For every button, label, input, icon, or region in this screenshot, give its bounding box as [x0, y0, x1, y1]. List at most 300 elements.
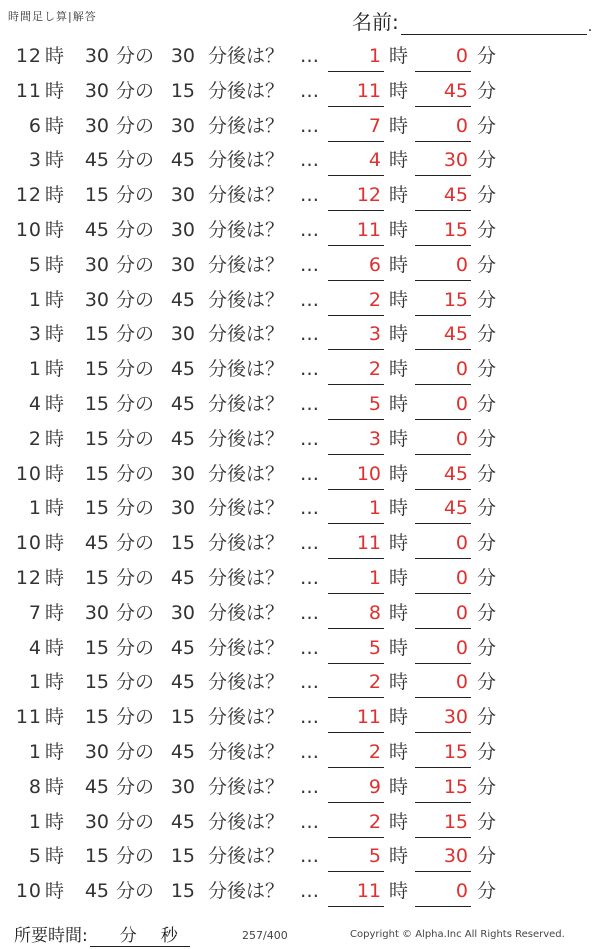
problem-list [0, 38, 600, 908]
problem-start-hour: 7 [28, 601, 42, 624]
answer-hour[interactable]: 8 [368, 601, 381, 624]
problem-added-minutes: 30 [170, 114, 195, 137]
problem-added-minutes: 30 [170, 497, 195, 520]
answer-hour[interactable]: 11 [356, 706, 381, 729]
answer-hour-label: 時 [389, 880, 409, 903]
ellipsis: … [300, 45, 320, 67]
problem-added-minutes: 30 [170, 218, 195, 241]
minute-of-label: 分の [116, 671, 155, 694]
problem-row [0, 142, 600, 177]
answer-hour[interactable]: 2 [368, 810, 381, 833]
problem-start-hour: 3 [28, 149, 42, 172]
answer-hour-label: 時 [389, 601, 409, 624]
answer-hour-label: 時 [389, 462, 409, 485]
ellipsis: … [300, 253, 320, 276]
hour-label: 時 [45, 45, 65, 67]
minutes-after-label: 分後は？ [208, 184, 285, 207]
problem-added-minutes: 45 [170, 149, 195, 172]
problem-start-hour: 12 [15, 45, 42, 67]
minutes-after-label: 分後は？ [208, 114, 285, 137]
ellipsis: … [300, 880, 320, 903]
answer-hour[interactable]: 5 [368, 636, 381, 659]
minute-of-label: 分の [116, 601, 155, 624]
problem-start-minute: 15 [84, 427, 109, 450]
minutes-after-label: 分後は？ [208, 462, 285, 485]
ellipsis: … [300, 218, 320, 241]
answer-hour-label: 時 [389, 114, 409, 137]
problem-added-minutes: 30 [170, 45, 195, 67]
problem-start-minute: 15 [84, 392, 109, 415]
answer-hour[interactable]: 11 [356, 79, 381, 102]
ellipsis: … [300, 706, 320, 729]
problem-row [0, 769, 600, 804]
problem-start-minute: 15 [84, 323, 109, 346]
minute-of-label: 分の [116, 323, 155, 346]
problem-row [0, 247, 600, 282]
answer-minute[interactable]: 0 [455, 566, 468, 589]
answer-minute[interactable]: 0 [455, 45, 468, 67]
ellipsis: … [300, 636, 320, 659]
answer-minute[interactable]: 0 [455, 358, 468, 381]
hour-label: 時 [45, 497, 65, 520]
problem-row [0, 560, 600, 595]
answer-hour[interactable]: 2 [368, 740, 381, 763]
answer-hour-label: 時 [389, 497, 409, 520]
name-dot: . [587, 19, 593, 35]
ellipsis: … [300, 601, 320, 624]
minute-of-label: 分の [116, 392, 155, 415]
answer-hour[interactable]: 9 [368, 775, 381, 798]
hour-label: 時 [45, 323, 65, 346]
answer-hour-label: 時 [389, 566, 409, 589]
answer-hour-underline [328, 906, 384, 907]
answer-hour[interactable]: 11 [356, 880, 381, 903]
problem-start-hour: 1 [28, 288, 42, 311]
problem-row [0, 351, 600, 386]
minute-of-label: 分の [116, 218, 155, 241]
hour-label: 時 [45, 810, 65, 833]
ellipsis: … [300, 671, 320, 694]
ellipsis: … [300, 845, 320, 868]
problem-row [0, 212, 600, 247]
problem-added-minutes: 30 [170, 184, 195, 207]
hour-label: 時 [45, 636, 65, 659]
problem-added-minutes: 30 [170, 601, 195, 624]
answer-hour[interactable]: 6 [368, 253, 381, 276]
answer-hour-label: 時 [389, 358, 409, 381]
minute-of-label: 分の [116, 532, 155, 555]
answer-hour-label: 時 [389, 636, 409, 659]
minutes-after-label: 分後は？ [208, 79, 285, 102]
answer-minute[interactable]: 45 [443, 79, 468, 102]
problem-row [0, 804, 600, 839]
minutes-after-label: 分後は？ [208, 740, 285, 763]
answer-minute[interactable]: 15 [443, 740, 468, 763]
answer-minute-label: 分 [477, 114, 497, 137]
minutes-after-label: 分後は？ [208, 532, 285, 555]
problem-row [0, 838, 600, 873]
hour-label: 時 [45, 462, 65, 485]
problem-start-hour: 4 [28, 392, 42, 415]
answer-hour-label: 時 [389, 706, 409, 729]
problem-start-hour: 5 [28, 253, 42, 276]
hour-label: 時 [45, 740, 65, 763]
answer-hour-label: 時 [389, 288, 409, 311]
answer-hour[interactable]: 3 [368, 323, 381, 346]
answer-hour-label: 時 [389, 427, 409, 450]
answer-minute[interactable]: 0 [455, 114, 468, 137]
hour-label: 時 [45, 79, 65, 102]
problem-start-hour: 1 [28, 740, 42, 763]
problem-row [0, 595, 600, 630]
minutes-after-label: 分後は？ [208, 288, 285, 311]
problem-added-minutes: 15 [170, 532, 195, 555]
problem-start-minute: 15 [84, 566, 109, 589]
minutes-after-label: 分後は？ [208, 775, 285, 798]
hour-label: 時 [45, 149, 65, 172]
answer-hour[interactable]: 2 [368, 358, 381, 381]
problem-start-hour: 11 [15, 706, 42, 729]
problem-start-minute: 30 [84, 810, 109, 833]
answer-minute-label: 分 [477, 184, 497, 207]
problem-start-hour: 10 [15, 462, 42, 485]
answer-hour-label: 時 [389, 253, 409, 276]
answer-minute[interactable]: 0 [455, 880, 468, 903]
name-line[interactable] [401, 14, 587, 35]
minute-of-label: 分の [116, 184, 155, 207]
minutes-after-label: 分後は？ [208, 358, 285, 381]
problem-row [0, 38, 600, 73]
minute-of-label: 分の [116, 497, 155, 520]
problem-start-hour: 4 [28, 636, 42, 659]
minutes-after-label: 分後は？ [208, 497, 285, 520]
minutes-after-label: 分後は？ [208, 601, 285, 624]
problem-start-minute: 30 [84, 288, 109, 311]
answer-hour[interactable]: 4 [368, 149, 381, 172]
minute-of-label: 分の [116, 114, 155, 137]
answer-minute[interactable]: 0 [455, 253, 468, 276]
minute-of-label: 分の [116, 636, 155, 659]
answer-minute[interactable]: 45 [443, 462, 468, 485]
time-sec-label: 秒 [160, 926, 178, 946]
problem-start-minute: 30 [84, 740, 109, 763]
minute-of-label: 分の [116, 740, 155, 763]
time-required [14, 921, 190, 947]
answer-minute-underline [415, 906, 471, 907]
minute-of-label: 分の [116, 288, 155, 311]
hour-label: 時 [45, 184, 65, 207]
problem-row [0, 316, 600, 351]
problem-row [0, 386, 600, 421]
problem-row [0, 177, 600, 212]
minutes-after-label: 分後は？ [208, 880, 285, 903]
minutes-after-label: 分後は？ [208, 253, 285, 276]
problem-row [0, 734, 600, 769]
answer-hour[interactable]: 1 [368, 566, 381, 589]
hour-label: 時 [45, 671, 65, 694]
problem-row [0, 630, 600, 665]
answer-minute[interactable]: 0 [455, 392, 468, 415]
answer-hour-label: 時 [389, 532, 409, 555]
hour-label: 時 [45, 358, 65, 381]
answer-hour-label: 時 [389, 184, 409, 207]
problem-start-hour: 10 [15, 218, 42, 241]
problem-start-minute: 30 [84, 253, 109, 276]
minutes-after-label: 分後は？ [208, 323, 285, 346]
answer-minute[interactable]: 15 [443, 775, 468, 798]
answer-minute-label: 分 [477, 775, 497, 798]
problem-added-minutes: 30 [170, 323, 195, 346]
hour-label: 時 [45, 218, 65, 241]
ellipsis: … [300, 532, 320, 555]
answer-minute-label: 分 [477, 149, 497, 172]
answer-minute[interactable]: 0 [455, 671, 468, 694]
hour-label: 時 [45, 880, 65, 903]
problem-row [0, 73, 600, 108]
minute-of-label: 分の [116, 45, 155, 67]
answer-minute-label: 分 [477, 358, 497, 381]
name-field[interactable] [352, 6, 592, 35]
problem-added-minutes: 15 [170, 880, 195, 903]
problem-start-hour: 1 [28, 671, 42, 694]
answer-minute[interactable]: 30 [443, 845, 468, 868]
answer-minute-label: 分 [477, 810, 497, 833]
problem-added-minutes: 30 [170, 253, 195, 276]
ellipsis: … [300, 184, 320, 207]
ellipsis: … [300, 740, 320, 763]
problem-added-minutes: 45 [170, 358, 195, 381]
answer-minute-label: 分 [477, 497, 497, 520]
ellipsis: … [300, 114, 320, 137]
minute-of-label: 分の [116, 149, 155, 172]
problem-start-minute: 15 [84, 184, 109, 207]
answer-hour[interactable]: 1 [368, 497, 381, 520]
answer-minute-label: 分 [477, 79, 497, 102]
answer-minute-label: 分 [477, 706, 497, 729]
answer-hour-label: 時 [389, 671, 409, 694]
minutes-after-label: 分後は？ [208, 671, 285, 694]
answer-minute-label: 分 [477, 671, 497, 694]
minute-of-label: 分の [116, 706, 155, 729]
hour-label: 時 [45, 288, 65, 311]
hour-label: 時 [45, 427, 65, 450]
problem-start-minute: 15 [84, 358, 109, 381]
minutes-after-label: 分後は？ [208, 845, 285, 868]
minute-of-label: 分の [116, 775, 155, 798]
problem-start-minute: 45 [84, 218, 109, 241]
problem-added-minutes: 30 [170, 462, 195, 485]
answer-minute-label: 分 [477, 288, 497, 311]
problem-start-hour: 10 [15, 880, 42, 903]
problem-start-hour: 12 [15, 184, 42, 207]
answer-hour[interactable]: 11 [356, 218, 381, 241]
problem-added-minutes: 15 [170, 79, 195, 102]
ellipsis: … [300, 392, 320, 415]
hour-label: 時 [45, 532, 65, 555]
answer-minute[interactable]: 30 [443, 149, 468, 172]
minute-of-label: 分の [116, 79, 155, 102]
problem-added-minutes: 45 [170, 810, 195, 833]
answer-minute[interactable]: 45 [443, 184, 468, 207]
ellipsis: … [300, 775, 320, 798]
problem-added-minutes: 45 [170, 427, 195, 450]
answer-hour-label: 時 [389, 149, 409, 172]
answer-minute-label: 分 [477, 427, 497, 450]
page-number: 257/400 [242, 929, 288, 942]
answer-minute[interactable]: 0 [455, 636, 468, 659]
answer-hour[interactable]: 10 [356, 462, 381, 485]
ellipsis: … [300, 810, 320, 833]
problem-start-hour: 1 [28, 358, 42, 381]
minutes-after-label: 分後は？ [208, 636, 285, 659]
answer-minute[interactable]: 45 [443, 323, 468, 346]
answer-hour[interactable]: 11 [356, 532, 381, 555]
answer-hour-label: 時 [389, 740, 409, 763]
hour-label: 時 [45, 566, 65, 589]
answer-minute-label: 分 [477, 253, 497, 276]
answer-minute-label: 分 [477, 601, 497, 624]
ellipsis: … [300, 358, 320, 381]
hour-label: 時 [45, 253, 65, 276]
problem-start-hour: 1 [28, 497, 42, 520]
hour-label: 時 [45, 392, 65, 415]
minute-of-label: 分の [116, 462, 155, 485]
answer-minute-label: 分 [477, 740, 497, 763]
problem-start-hour: 11 [15, 79, 42, 102]
problem-start-minute: 45 [84, 880, 109, 903]
minute-of-label: 分の [116, 880, 155, 903]
problem-start-hour: 3 [28, 323, 42, 346]
minutes-after-label: 分後は？ [208, 45, 285, 67]
answer-hour[interactable]: 2 [368, 288, 381, 311]
answer-hour[interactable]: 12 [356, 184, 381, 207]
problem-start-hour: 1 [28, 810, 42, 833]
answer-minute-label: 分 [477, 462, 497, 485]
answer-minute[interactable]: 0 [455, 601, 468, 624]
problem-added-minutes: 45 [170, 671, 195, 694]
problem-start-minute: 15 [84, 497, 109, 520]
problem-added-minutes: 15 [170, 845, 195, 868]
answer-hour-label: 時 [389, 45, 409, 67]
hour-label: 時 [45, 706, 65, 729]
answer-minute-label: 分 [477, 532, 497, 555]
ellipsis: … [300, 462, 320, 485]
answer-hour[interactable]: 5 [368, 845, 381, 868]
copyright-notice: Copyright © Alpha.Inc All Rights Reserved. [350, 929, 565, 940]
problem-start-hour: 10 [15, 532, 42, 555]
answer-minute-label: 分 [477, 880, 497, 903]
minute-of-label: 分の [116, 566, 155, 589]
problem-start-minute: 15 [84, 845, 109, 868]
problem-start-minute: 45 [84, 775, 109, 798]
answer-minute-label: 分 [477, 392, 497, 415]
problem-added-minutes: 45 [170, 636, 195, 659]
answer-hour[interactable]: 1 [368, 45, 381, 67]
problem-row [0, 664, 600, 699]
hour-label: 時 [45, 845, 65, 868]
answer-minute[interactable]: 15 [443, 218, 468, 241]
hour-label: 時 [45, 114, 65, 137]
ellipsis: … [300, 79, 320, 102]
answer-minute-label: 分 [477, 323, 497, 346]
answer-hour[interactable]: 5 [368, 392, 381, 415]
time-required-box[interactable] [90, 921, 190, 947]
problem-row [0, 490, 600, 525]
problem-added-minutes: 45 [170, 392, 195, 415]
answer-minute[interactable]: 15 [443, 288, 468, 311]
worksheet-title: 時間足し算|解答 [8, 10, 97, 23]
problem-start-minute: 45 [84, 532, 109, 555]
answer-minute[interactable]: 15 [443, 810, 468, 833]
problem-start-hour: 6 [28, 114, 42, 137]
answer-minute[interactable]: 0 [455, 532, 468, 555]
answer-minute-label: 分 [477, 218, 497, 241]
problem-added-minutes: 15 [170, 706, 195, 729]
problem-start-minute: 15 [84, 462, 109, 485]
problem-start-minute: 15 [84, 706, 109, 729]
answer-hour[interactable]: 7 [368, 114, 381, 137]
problem-start-minute: 30 [84, 45, 109, 67]
problem-added-minutes: 30 [170, 775, 195, 798]
answer-minute-label: 分 [477, 636, 497, 659]
problem-added-minutes: 45 [170, 566, 195, 589]
answer-hour-label: 時 [389, 775, 409, 798]
answer-hour-label: 時 [389, 218, 409, 241]
minute-of-label: 分の [116, 810, 155, 833]
answer-minute-label: 分 [477, 566, 497, 589]
answer-hour-label: 時 [389, 79, 409, 102]
time-required-label: 所要時間: [14, 926, 88, 946]
ellipsis: … [300, 288, 320, 311]
answer-hour-label: 時 [389, 323, 409, 346]
problem-start-minute: 30 [84, 79, 109, 102]
answer-minute[interactable]: 45 [443, 497, 468, 520]
problem-row [0, 282, 600, 317]
problem-row [0, 456, 600, 491]
answer-minute[interactable]: 0 [455, 427, 468, 450]
ellipsis: … [300, 427, 320, 450]
minutes-after-label: 分後は？ [208, 392, 285, 415]
answer-minute-label: 分 [477, 845, 497, 868]
answer-hour-label: 時 [389, 845, 409, 868]
answer-hour[interactable]: 2 [368, 671, 381, 694]
problem-added-minutes: 45 [170, 740, 195, 763]
answer-minute[interactable]: 30 [443, 706, 468, 729]
minutes-after-label: 分後は？ [208, 810, 285, 833]
problem-start-hour: 8 [28, 775, 42, 798]
name-label: 名前: [352, 10, 399, 34]
problem-start-minute: 45 [84, 149, 109, 172]
problem-start-minute: 15 [84, 671, 109, 694]
minute-of-label: 分の [116, 358, 155, 381]
minute-of-label: 分の [116, 427, 155, 450]
problem-row [0, 699, 600, 734]
ellipsis: … [300, 323, 320, 346]
problem-row [0, 525, 600, 560]
minutes-after-label: 分後は？ [208, 218, 285, 241]
answer-hour[interactable]: 3 [368, 427, 381, 450]
answer-hour-label: 時 [389, 810, 409, 833]
problem-start-hour: 2 [28, 427, 42, 450]
problem-row [0, 421, 600, 456]
answer-minute-label: 分 [477, 45, 497, 67]
problem-start-minute: 30 [84, 601, 109, 624]
ellipsis: … [300, 149, 320, 172]
minutes-after-label: 分後は？ [208, 706, 285, 729]
problem-added-minutes: 45 [170, 288, 195, 311]
problem-row [0, 108, 600, 143]
minutes-after-label: 分後は？ [208, 566, 285, 589]
